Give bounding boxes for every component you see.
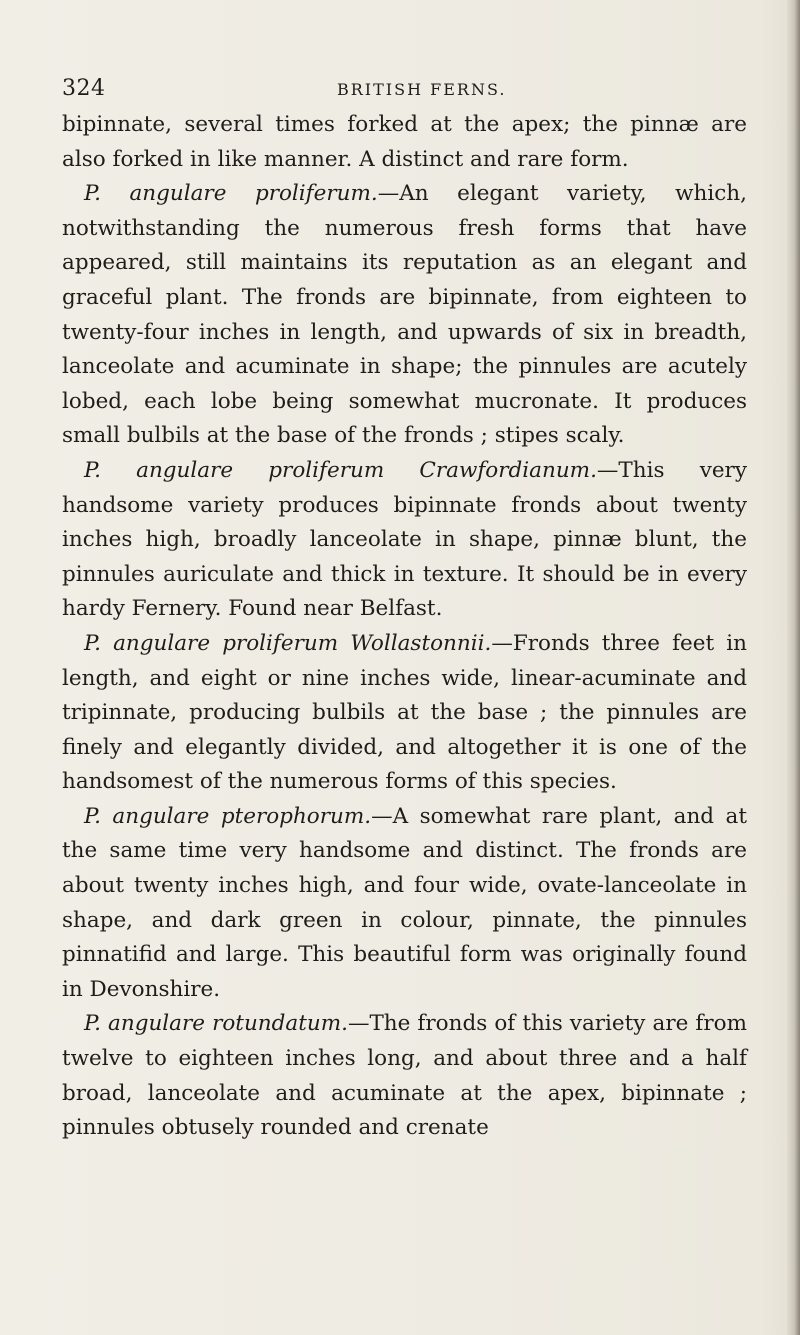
paragraph-text: —A somewhat rare plant, and at the same time very handsome and distinct. The fronds are about twenty inches high, and four wide, ovate-lanceolate in shape, and dark green in colour, pinnate, the pinnules pinnatifid and large. This beautiful form was originally found in Devonshire. <box>62 803 747 1002</box>
variety-name: P. angulare proliferum. <box>84 181 378 207</box>
running-head <box>62 76 742 106</box>
paragraph-text: —Fronds three feet in length, and eight or nine inches wide, linear-acuminate and tripinnate, producing bulbils at the base ; the pinnules are finely and elegantly divided, and altogether it is one of the handsomest of the numerous forms of this species. <box>62 630 748 795</box>
variety-name: P. angulare pterophorum. <box>84 803 372 829</box>
paragraph-text: —An elegant variety, which, notwithstanding the numerous fresh forms that have appeared, still maintains its reputation as an elegant and graceful plant. The fronds are bipinnate, from eighteen to twenty-four inches in length, and upwards of six in breadth, lanceolate and acuminate in shape; the pinnules are acutely lobed, each lobe being somewhat mucronate. It produces small bulbils at the base of the fronds ; stipes scaly. <box>62 181 747 449</box>
page-edge-shadow <box>786 0 800 1335</box>
paragraph-wollastonnii <box>62 627 747 800</box>
paragraph-text: —The fronds of this variety are from twelve to eighteen inches long, and about three and a half broad, lanceolate and acuminate at the apex, bipinnate ; pinnules obtusely rounded and crenate <box>62 1011 747 1141</box>
paragraph-pterophorum <box>62 800 747 1008</box>
body-text <box>62 108 747 1146</box>
running-title: BRITISH FERNS. <box>337 80 507 99</box>
paragraph-continuation <box>62 108 747 177</box>
paragraph-proliferum <box>62 177 747 454</box>
paragraph-text: bipinnate, several times forked at the apex; the pinnæ are also forked in like manner. A distinct and rare form. <box>62 112 747 172</box>
paragraph-rotundatum <box>62 1007 747 1145</box>
page-number: 324 <box>62 76 106 101</box>
variety-name: P. angulare proliferum Wollastonnii. <box>84 630 492 656</box>
variety-name: P. angulare proliferum Crawfordianum. <box>84 457 597 483</box>
paragraph-text: —This very handsome variety produces bipinnate fronds about twenty inches high, broadly lanceolate in shape, pinnæ blunt, the pinnules auriculate and thick in texture. It should be in every hardy Fernery. Found near Belfast. <box>62 457 747 622</box>
variety-name: P. angulare rotundatum. <box>84 1011 348 1037</box>
paragraph-crawfordianum <box>62 454 747 627</box>
